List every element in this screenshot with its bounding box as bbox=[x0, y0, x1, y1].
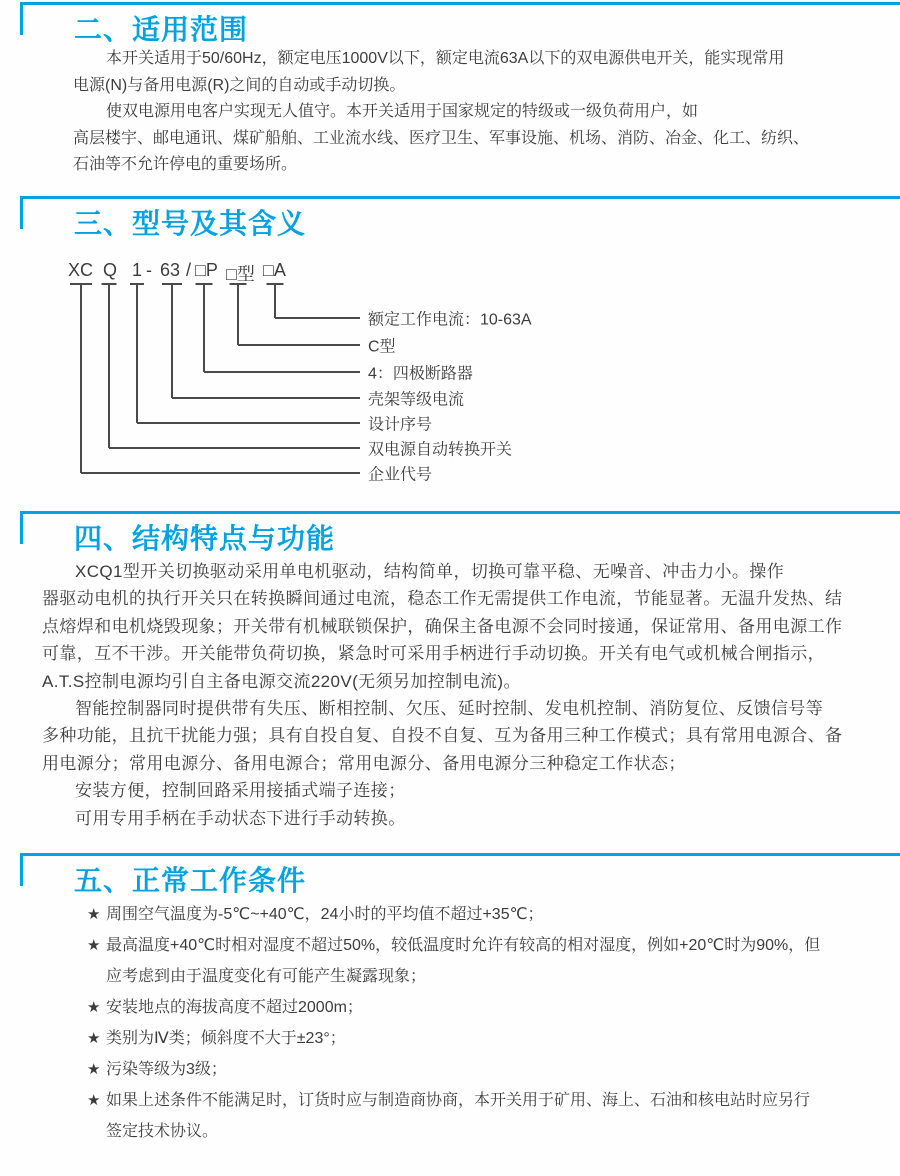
text-line: 器驱动电机的执行开关只在转换瞬间通过电流，稳态工作无需提供工作电流，节能显著。无温升发热、结 bbox=[42, 589, 843, 609]
text-line: 使双电源用电客户实现无人值守。本开关适用于国家规定的特级或一级负荷用户，如 bbox=[106, 103, 699, 121]
condition-item bbox=[87, 930, 820, 992]
section-divider-stub bbox=[20, 196, 23, 229]
star-bullet-icon: ★ bbox=[87, 937, 101, 954]
star-bullet-icon: ★ bbox=[87, 1061, 101, 1078]
star-bullet-icon: ★ bbox=[87, 1092, 101, 1109]
model-branch-label: 额定工作电流：10-63A bbox=[368, 311, 532, 329]
section-header-scope bbox=[0, 2, 900, 44]
section-divider-line bbox=[20, 196, 900, 199]
text-line: 最高温度+40℃时相对湿度不超过50%，较低温度时允许有较高的相对湿度，例如+20℃时为90%，但 bbox=[106, 937, 821, 954]
condition-text bbox=[106, 1023, 346, 1054]
star-bullet-icon: ★ bbox=[87, 1030, 101, 1047]
text-line: 如果上述条件不能满足时，订货时应与制造商协商，本开关用于矿用、海上、石油和核电站时应另行 bbox=[106, 1092, 811, 1109]
text-line: 智能控制器同时提供带有失压、断相控制、欠压、延时控制、发电机控制、消防复位、反馈信号等 bbox=[75, 699, 824, 719]
text-line: 安装方便，控制回路采用接插式端子连接； bbox=[75, 781, 406, 801]
section-divider-line bbox=[20, 511, 900, 514]
model-code-token: - bbox=[146, 260, 152, 280]
model-branch-label: 4：四极断路器 bbox=[368, 365, 473, 383]
model-code-token: □P bbox=[195, 260, 218, 280]
conditions-list bbox=[87, 899, 820, 1147]
text-line: 点熔焊和电机烧毁现象；开关带有机械联锁保护，确保主备电源不会同时接通，保证常用、备用电源工作 bbox=[42, 616, 843, 636]
condition-text bbox=[106, 899, 544, 930]
condition-text bbox=[106, 1085, 810, 1147]
model-code-token: □型 bbox=[226, 264, 255, 284]
text-line: 可用专用手柄在手动状态下进行手动转换。 bbox=[75, 808, 406, 828]
text-line: 多种功能，且抗干扰能力强；具有自投自复、自投不自复、互为备用三种工作模式；具有常用电源合、备 bbox=[42, 726, 843, 746]
text-line: 类别为Ⅳ类；倾斜度不大于±23°； bbox=[106, 1030, 346, 1047]
text-line: A.T.S控制电源均引自主备电源交流220V(无须另加控制电流)。 bbox=[42, 671, 521, 691]
star-bullet-icon: ★ bbox=[87, 906, 101, 923]
model-code-token: / bbox=[186, 260, 192, 280]
section-title-model: 三、型号及其含义 bbox=[74, 208, 307, 239]
section-divider-stub bbox=[20, 853, 23, 886]
model-code-token: 63 bbox=[160, 260, 181, 280]
section-title-scope: 二、适用范围 bbox=[74, 14, 249, 45]
model-code-token: Q bbox=[103, 260, 118, 280]
condition-item bbox=[87, 1054, 820, 1085]
text-line: 安装地点的海拔高度不超过2000m； bbox=[106, 999, 363, 1016]
text-line: XCQ1型开关切换驱动采用单电机驱动，结构简单，切换可靠平稳、无噪音、冲击力小。操作 bbox=[75, 562, 785, 581]
section-divider-stub bbox=[20, 511, 23, 544]
model-code-token: □A bbox=[263, 260, 286, 280]
text-line: 周围空气温度为-5℃~+40℃，24小时的平均值不超过+35℃； bbox=[106, 906, 544, 923]
condition-item bbox=[87, 899, 820, 930]
model-branch-label: C型 bbox=[368, 338, 396, 356]
section-header-conditions bbox=[0, 853, 900, 895]
text-line: 用电源分；常用电源分、备用电源合；常用电源分、备用电源分三种稳定工作状态； bbox=[42, 753, 686, 773]
star-bullet-icon: ★ bbox=[87, 999, 101, 1016]
text-line: 电源(N)与备用电源(R)之间的自动或手动切换。 bbox=[73, 76, 406, 94]
text-line: 石油等不允许停电的重要场所。 bbox=[73, 156, 298, 174]
section-divider-line bbox=[20, 853, 900, 856]
model-branch-label: 企业代号 bbox=[368, 466, 433, 484]
text-line: 可靠，互不干涉。开关能带负荷切换，紧急时可采用手柄进行手动切换。开关有电气或机械合闸指示， bbox=[42, 644, 825, 664]
section-header-model bbox=[0, 196, 900, 238]
text-line: 污染等级为3级； bbox=[106, 1061, 227, 1078]
section-divider-line bbox=[20, 2, 900, 5]
model-code-token: 1 bbox=[132, 260, 143, 280]
model-diagram bbox=[0, 240, 900, 506]
text-line: 高层楼宇、邮电通讯、煤矿船舶、工业流水线、医疗卫生、军事设施、机场、消防、冶金、化工、纺织、 bbox=[73, 129, 810, 147]
condition-text bbox=[106, 930, 820, 992]
text-line: 签定技术协议。 bbox=[106, 1123, 219, 1140]
section-title-conditions: 五、正常工作条件 bbox=[74, 865, 307, 896]
model-branch-label: 壳架等级电流 bbox=[368, 391, 465, 409]
section-header-features bbox=[0, 511, 900, 553]
condition-text bbox=[106, 992, 363, 1023]
section-divider-stub bbox=[20, 2, 23, 35]
condition-text bbox=[106, 1054, 227, 1085]
model-branch-label: 设计序号 bbox=[368, 416, 433, 434]
model-branch-label: 双电源自动转换开关 bbox=[368, 441, 513, 459]
features-paragraphs bbox=[42, 558, 842, 832]
condition-item bbox=[87, 992, 820, 1023]
scope-paragraphs bbox=[73, 46, 809, 179]
condition-item bbox=[87, 1085, 820, 1147]
condition-item bbox=[87, 1023, 820, 1054]
text-line: 应考虑到由于温度变化有可能产生凝露现象； bbox=[106, 968, 427, 985]
text-line: 本开关适用于50/60Hz，额定电压1000V以下，额定电流63A以下的双电源供电开关，能实现常用 bbox=[106, 50, 785, 67]
section-title-features: 四、结构特点与功能 bbox=[74, 523, 336, 554]
model-code-token: XC bbox=[68, 260, 94, 280]
